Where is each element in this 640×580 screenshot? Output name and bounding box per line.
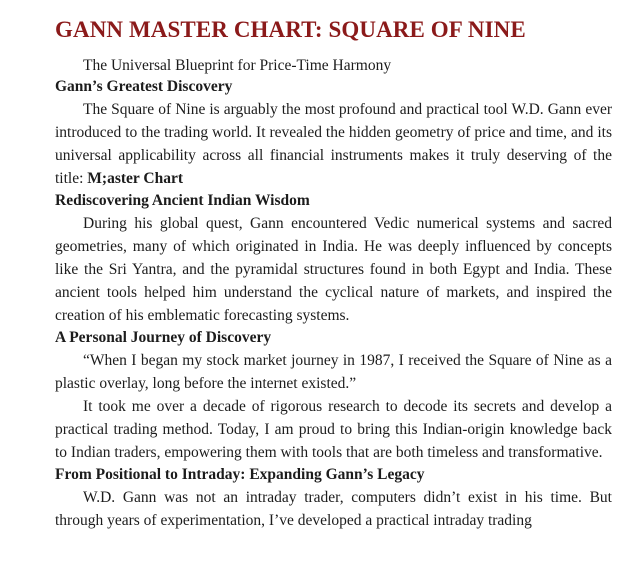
document-subtitle: The Universal Blueprint for Price-Time Harmony bbox=[83, 57, 392, 74]
body-paragraph: It took me over a decade of rigorous research to decode its secrets and develop a practical trading method. Today, I am proud to bring this Indian-origin knowledge back to Indian traders, empowering them with tools that are both timeless and transformative. bbox=[55, 398, 612, 461]
section-ancient-wisdom bbox=[55, 190, 612, 327]
paragraph-text: The Square of Nine is arguably the most profound and practical tool W.D. Gann ever introduced to the trading world. It revealed the hidden geometry of price and time, and its universal applicability across all financial instruments makes it truly deserving of the title: bbox=[55, 101, 612, 187]
section-heading: Rediscovering Ancient Indian Wisdom bbox=[55, 192, 310, 209]
document-title: GANN MASTER CHART: SQUARE OF NINE bbox=[55, 17, 526, 42]
section-heading: From Positional to Intraday: Expanding Gann’s Legacy bbox=[55, 466, 425, 483]
quote-paragraph: “When I began my stock market journey in 1987, I received the Square of Nine as a plastic overlay, long before the internet existed.” bbox=[55, 352, 612, 392]
body-paragraph: W.D. Gann was not an intraday trader, computers didn’t exist in his time. But through years of experimentation, I’ve developed a practical intraday trading bbox=[55, 489, 612, 529]
section-intraday-legacy bbox=[55, 464, 612, 532]
document-page bbox=[55, 14, 612, 532]
section-heading: Gann’s Greatest Discovery bbox=[55, 78, 233, 95]
section-greatest-discovery bbox=[55, 76, 612, 190]
body-paragraph: During his global quest, Gann encountered Vedic numerical systems and sacred geometries, many of which originated in India. He was deeply influenced by concepts like the Sri Yantra, and the pyramidal structures found in both Egypt and India. These ancient tools helped him understand the cyclical nature of markets, and inspired the creation of his emblematic forecasting systems. bbox=[55, 215, 612, 324]
section-heading: A Personal Journey of Discovery bbox=[55, 329, 272, 346]
section-personal-journey bbox=[55, 327, 612, 464]
master-chart-emphasis: M;aster Chart bbox=[87, 170, 183, 187]
body-paragraph bbox=[55, 98, 612, 190]
